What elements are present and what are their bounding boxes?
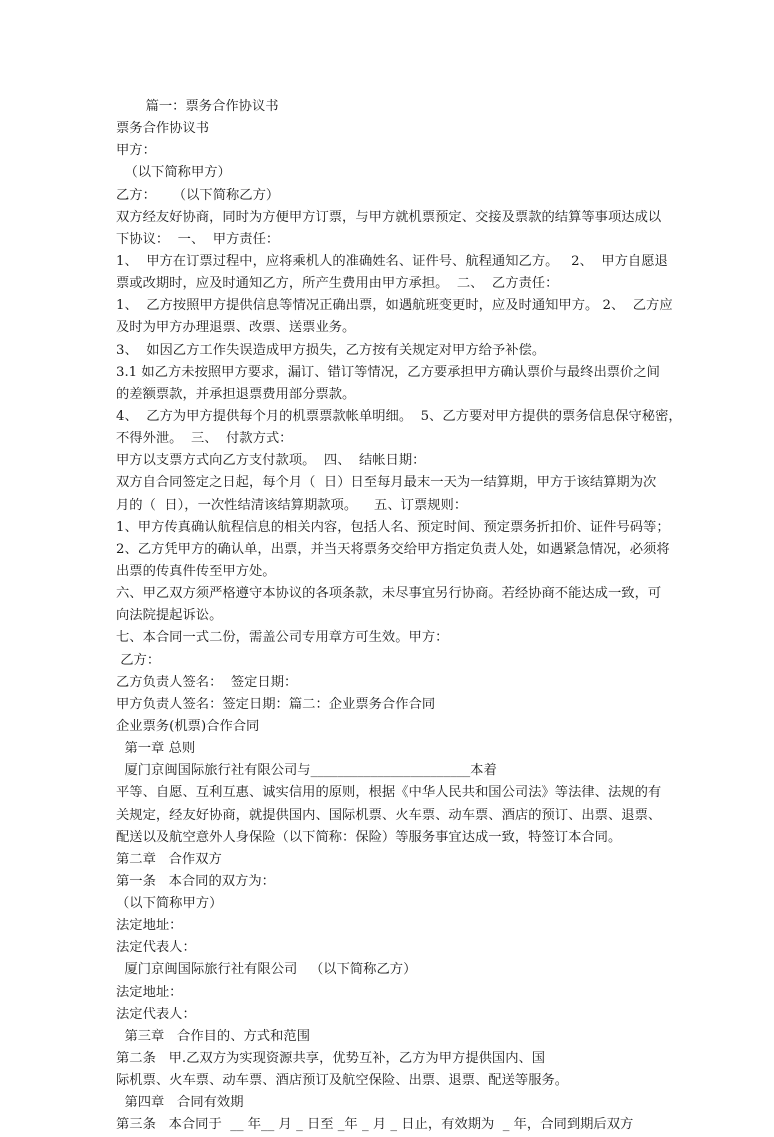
text-line: 配送以及航空意外人身保险（以下简称：保险）等服务事宜达成一致，特签订本合同。 [116, 829, 622, 845]
text-line: 及时为甲方办理退票、改票、送票业务。 [116, 320, 356, 336]
text-line: （以下简称甲方） [116, 896, 223, 912]
text-line: 甲方以支票方式向乙方支付款项。 四、 结帐日期： [116, 453, 426, 469]
text-line: （以下简称甲方） [116, 165, 231, 181]
text-line: 月的（ 日），一次性结清该结算期款项。 五、订票规则： [116, 497, 468, 513]
text-line: 2、乙方凭甲方的确认单，出票，并当天将票务交给甲方指定负责人处，如遇紧急情况，必须将 [116, 541, 670, 557]
text-line: 第三条 本合同于 __ 年__ 月 _ 日至 _年 _ 月 _ 日止，有效期为 _ 年，合同到期后双方 [116, 1117, 634, 1133]
text-line: 第四章 合同有效期 [116, 1095, 244, 1111]
text-line: 关规定，经友好协商，就提供国内、国际机票、火车票、动车票、酒店的预订、出票、退票、 [116, 807, 662, 823]
text-line: 甲方负责人签名：签定日期：篇二：企业票务合作合同 [116, 696, 436, 712]
text-line-title: 篇一：票务合作协议书 [116, 99, 279, 114]
text-line: 乙方： [116, 652, 161, 668]
text-line: 法定地址： [116, 918, 183, 934]
text-line: 1、 乙方按照甲方提供信息等情况正确出票，如遇航班变更时，应及时通知甲方。 2、 乙方应 [116, 298, 673, 314]
text-line: 乙方： （以下简称乙方） [116, 187, 280, 203]
document-page [116, 96, 682, 1137]
text-line: 双方自合同签定之日起，每个月（ 日）日至每月最末一天为一结算期，甲方于该结算期为次 [116, 475, 657, 491]
text-line: 下协议： 一、 甲方责任： [116, 231, 280, 247]
text-line: 3、 如因乙方工作失误造成甲方损失，乙方按有关规定对甲方给予补偿。 [116, 342, 546, 358]
text-line: 厦门京闽国际旅行社有限公司与________________________本着 [116, 763, 497, 779]
text-line: 第一章 总则 [116, 741, 196, 757]
text-line: 甲方： [116, 143, 156, 159]
text-line: 厦门京闽国际旅行社有限公司 （以下简称乙方） [116, 962, 417, 978]
text-line: 票或改期时，应及时通知乙方，所产生费用由甲方承担。 二、 乙方责任： [116, 276, 559, 292]
text-line: 第一条 本合同的双方为： [116, 873, 275, 889]
text-line: 第二章 合作双方 [116, 851, 222, 867]
text-line: 1、 甲方在订票过程中，应将乘机人的准确姓名、证件号、航程通知乙方。 2、 甲方自愿退 [116, 253, 668, 269]
text-line: 第二条 甲.乙双方为实现资源共享，优势互补，乙方为甲方提供国内、国 [116, 1051, 546, 1067]
text-line: 乙方负责人签名： 签定日期： [116, 674, 298, 690]
text-line: 六、甲乙双方须严格遵守本协议的各项条款，未尽事宜另行协商。若经协商不能达成一致，可 [116, 586, 662, 602]
text-line: 双方经友好协商，同时为方便甲方订票，与甲方就机票预定、交接及票款的结算等事项达成以 [116, 209, 662, 225]
text-line: 向法院提起诉讼。 [116, 608, 223, 624]
text-line: 法定地址： [116, 984, 183, 1000]
text-line: 七、本合同一式二份，需盖公司专用章方可生效。甲方： [116, 630, 449, 646]
text-line: 第三章 合作目的、方式和范围 [116, 1028, 310, 1044]
text-line: 3.1 如乙方未按照甲方要求，漏订、错订等情况，乙方要承担甲方确认票价与最终出票价之间 [116, 364, 660, 380]
text-line: 法定代表人： [116, 1006, 196, 1022]
text-line: 出票的传真件传至甲方处。 [116, 563, 276, 579]
text-line-heading: 票务合作协议书 [116, 121, 210, 137]
text-line: 1、甲方传真确认航程信息的相关内容，包括人名、预定时间、预定票务折扣价、证件号码等； [116, 519, 670, 535]
text-line: 法定代表人： [116, 940, 196, 956]
text-line: 际机票、火车票、动车票、酒店预订及航空保险、出票、退票、配送等服务。 [116, 1073, 569, 1089]
text-line: 平等、自愿、互利互惠、诚实信用的原则，根据《中华人民共和国公司法》等法律、法规的有 [116, 785, 662, 801]
text-line: 不得外泄。 三、 付款方式： [116, 431, 293, 447]
text-line: 企业票务(机票)合作合同 [116, 718, 260, 734]
text-line: 的差额票款，并承担退票费用部分票款。 [116, 386, 356, 402]
text-line: 4、 乙方为甲方提供每个月的机票票款帐单明细。 5、乙方要对甲方提供的票务信息保守秘密， [116, 408, 682, 424]
